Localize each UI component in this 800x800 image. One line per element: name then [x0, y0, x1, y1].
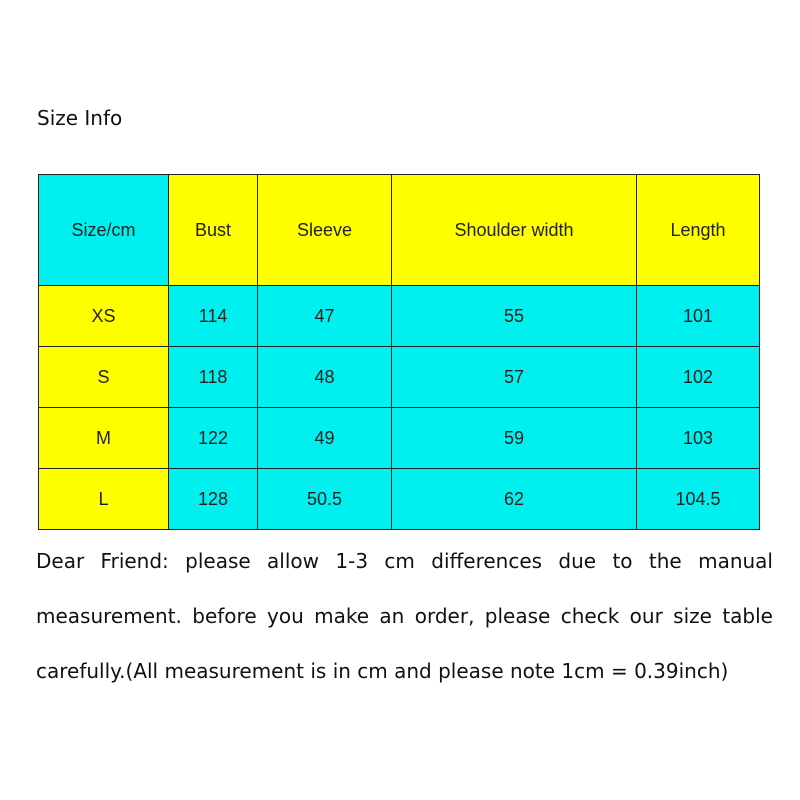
bust-cell: 114	[169, 286, 258, 347]
table-header-row	[39, 175, 760, 286]
size-table	[38, 174, 760, 530]
header-cell-sleeve: Sleeve	[258, 175, 392, 286]
table-row	[39, 469, 760, 530]
bust-cell: 122	[169, 408, 258, 469]
bust-cell: 128	[169, 469, 258, 530]
shoulder-width-cell: 62	[392, 469, 637, 530]
page-title: Size Info	[37, 106, 123, 130]
size-cell: S	[39, 347, 169, 408]
header-cell-length: Length	[637, 175, 760, 286]
sleeve-cell: 47	[258, 286, 392, 347]
sleeve-cell: 48	[258, 347, 392, 408]
header-cell-bust: Bust	[169, 175, 258, 286]
shoulder-width-cell: 59	[392, 408, 637, 469]
size-cell: M	[39, 408, 169, 469]
size-note: Dear Friend: please allow 1-3 cm differences due to the manual measurement. before you make an order, please check our size table carefully.(All measurement is in cm and please note 1cm = 0.39inch)	[36, 549, 773, 683]
size-cell: XS	[39, 286, 169, 347]
length-cell: 101	[637, 286, 760, 347]
shoulder-width-cell: 57	[392, 347, 637, 408]
length-cell: 102	[637, 347, 760, 408]
sleeve-cell: 49	[258, 408, 392, 469]
length-cell: 103	[637, 408, 760, 469]
shoulder-width-cell: 55	[392, 286, 637, 347]
table-row	[39, 286, 760, 347]
header-cell-shoulder-width: Shoulder width	[392, 175, 637, 286]
bust-cell: 118	[169, 347, 258, 408]
header-cell-size: Size/cm	[39, 175, 169, 286]
table-row	[39, 347, 760, 408]
sleeve-cell: 50.5	[258, 469, 392, 530]
size-cell: L	[39, 469, 169, 530]
length-cell: 104.5	[637, 469, 760, 530]
table-row	[39, 408, 760, 469]
